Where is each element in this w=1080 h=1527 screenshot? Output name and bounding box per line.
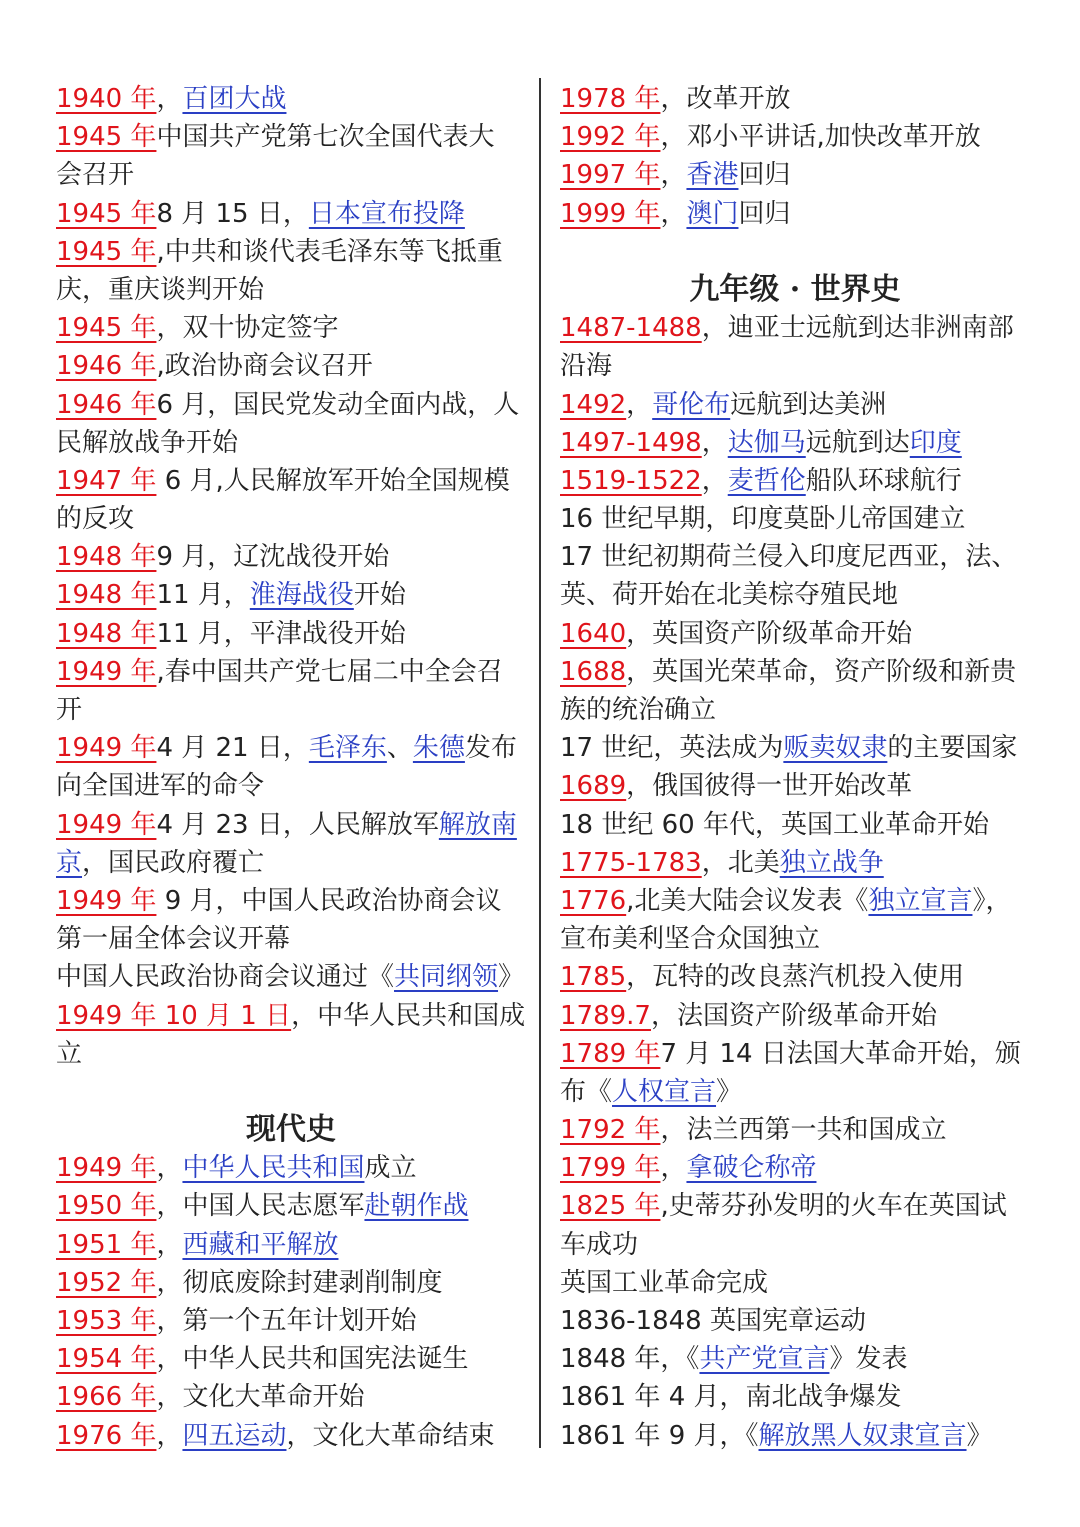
right-timeline-line — [560, 1187, 1030, 1225]
event-text: ， — [156, 84, 183, 114]
left-timeline-line — [56, 882, 526, 920]
right-timeline-line — [560, 80, 1030, 118]
right-spacer — [560, 233, 1030, 271]
event-text: 民解放战争开始 — [56, 427, 239, 458]
left-section-heading — [56, 1111, 526, 1149]
date-text: 1952 年 — [56, 1267, 157, 1298]
right-timeline-line — [560, 1073, 1030, 1111]
right-timeline-line — [560, 1417, 1030, 1455]
right-timeline-line — [560, 156, 1030, 194]
event-text: ， — [660, 160, 687, 191]
date-text: 1947 年 — [56, 465, 157, 496]
event-text: 11 月，平津战役开始 — [156, 618, 406, 649]
date-text: 1792 年 — [560, 1115, 661, 1146]
left-timeline-line — [56, 1302, 526, 1340]
date-text: 1999 年 — [560, 198, 661, 229]
key-term-text: 京 — [56, 847, 83, 878]
key-term-text: 共同纲领 — [394, 962, 499, 993]
event-text: ，瓦特的改良蒸汽机投入使用 — [626, 962, 965, 993]
right-timeline-line — [560, 653, 1030, 691]
left-timeline-line — [56, 729, 526, 767]
date-text: 1951 年 — [56, 1229, 157, 1260]
event-text: 回归 — [738, 160, 791, 191]
event-text: ， — [156, 1229, 183, 1260]
date-text: 1949 年 — [56, 885, 157, 916]
left-timeline-line — [56, 1378, 526, 1416]
key-term-text: 独立宣言 — [868, 885, 973, 916]
right-column — [560, 80, 1030, 1455]
date-text: 1954 年 — [56, 1344, 157, 1375]
event-text: 开 — [56, 695, 83, 725]
event-text: 的主要国家 — [887, 733, 1018, 764]
date-text: 1775-1783 — [560, 847, 702, 878]
key-term-text: 中华人民共和国 — [182, 1153, 365, 1184]
date-text: 1945 年 — [56, 122, 157, 153]
event-text: ， — [626, 389, 653, 420]
event-text: ,政治协商会议召开 — [156, 351, 373, 382]
date-text: 1640 — [560, 618, 627, 649]
date-text: 1950 年 — [56, 1191, 157, 1222]
right-timeline-line — [560, 1111, 1030, 1149]
event-text: ， — [156, 1420, 183, 1451]
right-timeline-line — [560, 424, 1030, 462]
event-text: 庆，重庆谈判开始 — [56, 274, 265, 305]
key-term-text: 淮海战役 — [249, 580, 354, 611]
right-timeline-line — [560, 462, 1030, 500]
event-text: 远航到达 — [805, 427, 910, 458]
right-timeline-line — [560, 538, 1030, 576]
event-text: 族的统治确立 — [560, 695, 717, 725]
event-text: ，第一个五年计划开始 — [156, 1306, 417, 1336]
event-text: 英国工业革命完成 — [560, 1267, 769, 1298]
date-text: 1949 年 — [56, 1153, 157, 1184]
left-timeline-line — [56, 424, 526, 462]
date-text: 1789.7 — [560, 1000, 651, 1031]
left-timeline-line — [56, 1149, 526, 1187]
key-term-text: 印度 — [909, 427, 962, 458]
left-spacer — [56, 1073, 526, 1111]
event-text: ，中华人民共和国宪法诞生 — [156, 1344, 469, 1375]
right-timeline-line — [560, 1378, 1030, 1416]
event-text: 18 世纪 60 年代，英国工业革命开始 — [560, 809, 989, 840]
key-term-text: 澳门 — [686, 198, 739, 229]
key-term-text: 日本宣布投降 — [308, 198, 465, 229]
date-text: 1940 年 — [56, 84, 157, 114]
event-text: ，英国光荣革命，资产阶级和新贵 — [626, 656, 1017, 687]
event-text: ， — [660, 1153, 687, 1184]
event-text: 17 世纪，英法成为 — [560, 733, 784, 764]
event-text: ，迪亚士远航到达非洲南部 — [701, 313, 1014, 344]
event-text: ，彻底废除封建剥削制度 — [156, 1267, 443, 1298]
event-text: ，俄国彼得一世开始改革 — [626, 771, 913, 802]
date-text: 1997 年 — [560, 160, 661, 191]
key-term-text: 毛泽东 — [308, 733, 387, 764]
date-text: 1689 — [560, 771, 627, 802]
date-text: 1519-1522 — [560, 465, 702, 496]
right-section-heading — [560, 271, 1030, 309]
event-text: ，英国资产阶级革命开始 — [626, 618, 913, 649]
left-timeline-line — [56, 1417, 526, 1455]
date-text: 1789 年 — [560, 1038, 661, 1069]
event-text: ，文化大革命开始 — [156, 1382, 365, 1413]
event-text: ，中国人民志愿军 — [156, 1191, 365, 1222]
date-text: 1776 — [560, 885, 627, 916]
date-text: 1966 年 — [56, 1382, 157, 1413]
event-text: ， — [156, 1153, 183, 1184]
left-timeline-line — [56, 118, 526, 156]
left-timeline-line — [56, 233, 526, 271]
date-text: 1948 年 — [56, 580, 157, 611]
right-timeline-line — [560, 1035, 1030, 1073]
key-term-text: 人权宣言 — [612, 1076, 717, 1107]
event-text: 、 — [386, 733, 413, 764]
event-text: 6 月，国民党发动全面内战，人 — [156, 389, 520, 420]
right-timeline-line — [560, 1149, 1030, 1187]
key-term-text: 解放南 — [438, 809, 517, 840]
left-timeline-line — [56, 271, 526, 309]
event-text: 1836-1848 英国宪章运动 — [560, 1306, 866, 1336]
left-timeline-line — [56, 195, 526, 233]
key-term-text: 朱德 — [412, 733, 465, 764]
right-timeline-line — [560, 1302, 1030, 1340]
event-text: ,北美大陆会议发表《 — [626, 885, 869, 916]
event-text: 成立 — [364, 1153, 417, 1184]
date-text: 1785 — [560, 962, 627, 993]
key-term-text: 拿破仑称帝 — [686, 1153, 817, 1184]
left-timeline-line — [56, 386, 526, 424]
date-text: 1949 年 — [56, 733, 157, 764]
left-timeline-line — [56, 462, 526, 500]
event-text: 中国共产党第七次全国代表大 — [156, 122, 495, 153]
key-term-text: 共产党宣言 — [699, 1344, 830, 1375]
left-timeline-line — [56, 1340, 526, 1378]
left-timeline-line — [56, 920, 526, 958]
event-text: 布《 — [560, 1076, 613, 1107]
event-text: 9 月，中国人民政治协商会议 — [156, 885, 502, 916]
event-text: ，国民政府覆亡 — [82, 847, 265, 878]
event-text: 九年级 · 世界史 — [689, 271, 901, 307]
event-text: 7 月 14 日法国大革命开始，颁 — [660, 1038, 1021, 1069]
right-timeline-line — [560, 1226, 1030, 1264]
right-timeline-line — [560, 767, 1030, 805]
event-text: ，法兰西第一共和国成立 — [660, 1115, 947, 1146]
event-text: 》 — [498, 962, 525, 993]
event-text: ,史蒂芬孙发明的火车在英国试 — [660, 1191, 1007, 1222]
event-text: 8 月 15 日， — [156, 198, 309, 229]
event-text: ，双十协定签字 — [156, 313, 339, 344]
event-text: 立 — [56, 1038, 83, 1069]
left-timeline-line — [56, 1035, 526, 1073]
event-text: 第一届全体会议开幕 — [56, 924, 291, 955]
key-term-text: 西藏和平解放 — [182, 1229, 339, 1260]
date-text: 1688 — [560, 656, 627, 687]
event-text: 》 — [966, 1420, 993, 1451]
right-timeline-line — [560, 691, 1030, 729]
right-timeline-line — [560, 1264, 1030, 1302]
event-text: ， — [701, 465, 728, 496]
date-text: 1945 年 — [56, 236, 157, 267]
date-text: 1946 年 — [56, 351, 157, 382]
event-text: 》， — [972, 885, 1012, 916]
left-timeline-line — [56, 347, 526, 385]
event-text: 沿海 — [560, 351, 613, 382]
right-timeline-line — [560, 882, 1030, 920]
event-text: ，法国资产阶级革命开始 — [650, 1000, 937, 1031]
right-timeline-line — [560, 309, 1030, 347]
event-text: ，北美 — [701, 847, 780, 878]
date-text: 1948 年 — [56, 542, 157, 573]
event-text: 会召开 — [56, 160, 135, 191]
right-timeline-line — [560, 958, 1030, 996]
event-text: 16 世纪早期，印度莫卧儿帝国建立 — [560, 504, 966, 535]
event-text: 船队环球航行 — [805, 465, 962, 496]
left-timeline-line — [56, 538, 526, 576]
left-timeline-line — [56, 691, 526, 729]
left-timeline-line — [56, 844, 526, 882]
date-text: 1949 年 — [56, 809, 157, 840]
date-text: 1953 年 — [56, 1306, 157, 1336]
left-timeline-line — [56, 1226, 526, 1264]
right-timeline-line — [560, 347, 1030, 385]
event-text: 发布 — [464, 733, 517, 764]
column-divider — [539, 78, 541, 1448]
event-text: 现代史 — [246, 1112, 336, 1148]
event-text: ，邓小平讲话,加快改革开放 — [660, 122, 981, 153]
date-text: 1978 年 — [560, 84, 661, 114]
left-timeline-line — [56, 806, 526, 844]
left-timeline-line — [56, 653, 526, 691]
date-text: 1799 年 — [560, 1153, 661, 1184]
event-text: 1861 年 9 月，《 — [560, 1420, 759, 1451]
event-text: ，文化大革命结束 — [286, 1420, 495, 1451]
event-text: 》 — [716, 1076, 743, 1107]
event-text: 1848 年，《 — [560, 1344, 700, 1375]
key-term-text: 哥伦布 — [652, 389, 731, 420]
right-timeline-line — [560, 920, 1030, 958]
date-text: 1976 年 — [56, 1420, 157, 1451]
event-text: 英、荷开始在北美棕夺殖民地 — [560, 580, 899, 611]
left-timeline-line — [56, 1187, 526, 1225]
right-timeline-line — [560, 729, 1030, 767]
key-term-text: 贩卖奴隶 — [783, 733, 888, 764]
event-text: 开始 — [353, 580, 406, 611]
left-timeline-line — [56, 767, 526, 805]
right-timeline-line — [560, 806, 1030, 844]
right-timeline-line — [560, 386, 1030, 424]
event-text: 》发表 — [829, 1344, 908, 1375]
right-timeline-line — [560, 118, 1030, 156]
event-text: 4 月 23 日，人民解放军 — [156, 809, 439, 840]
left-timeline-line — [56, 500, 526, 538]
event-text: 车成功 — [560, 1229, 639, 1260]
date-text: 1487-1488 — [560, 313, 702, 344]
key-term-text: 赴朝作战 — [364, 1191, 469, 1222]
date-text: 1825 年 — [560, 1191, 661, 1222]
event-text: 宣布美利坚合众国独立 — [560, 924, 821, 955]
left-column — [56, 80, 526, 1455]
key-term-text: 四五运动 — [182, 1420, 287, 1451]
date-text: 1946 年 — [56, 389, 157, 420]
date-text: 1497-1498 — [560, 427, 702, 458]
key-term-text: 解放黑人奴隶宣言 — [758, 1420, 967, 1451]
event-text: 向全国进军的命令 — [56, 771, 265, 802]
key-term-text: 百团大战 — [182, 84, 287, 114]
left-timeline-line — [56, 156, 526, 194]
event-text: 1861 年 4 月，南北战争爆发 — [560, 1382, 902, 1413]
event-text: 4 月 21 日， — [156, 733, 309, 764]
date-text: 1945 年 — [56, 313, 157, 344]
event-text: 中国人民政治协商会议通过《 — [56, 962, 395, 993]
event-text: 6 月,人民解放军开始全国规模 — [156, 465, 510, 496]
event-text: ,中共和谈代表毛泽东等飞抵重 — [156, 236, 503, 267]
right-timeline-line — [560, 576, 1030, 614]
left-timeline-line — [56, 576, 526, 614]
key-term-text: 香港 — [686, 160, 739, 191]
event-text: ，改革开放 — [660, 84, 791, 114]
event-text: 回归 — [738, 198, 791, 229]
date-text: 1992 年 — [560, 122, 661, 153]
left-timeline-line — [56, 997, 526, 1035]
right-timeline-line — [560, 195, 1030, 233]
key-term-text: 麦哲伦 — [727, 465, 806, 496]
event-text: ，中华人民共和国成 — [291, 1000, 526, 1031]
date-text: 1948 年 — [56, 618, 157, 649]
date-text: 1945 年 — [56, 198, 157, 229]
left-timeline-line — [56, 958, 526, 996]
key-term-text: 达伽马 — [727, 427, 806, 458]
right-timeline-line — [560, 844, 1030, 882]
date-text: 1492 — [560, 389, 627, 420]
left-timeline-line — [56, 80, 526, 118]
event-text: 17 世纪初期荷兰侵入印度尼西亚，法、 — [560, 542, 1018, 573]
right-timeline-line — [560, 615, 1030, 653]
event-text: 的反攻 — [56, 504, 135, 535]
event-text: 11 月， — [156, 580, 250, 611]
right-timeline-line — [560, 1340, 1030, 1378]
date-text: 1949 年 10 月 1 日 — [56, 1000, 292, 1031]
left-timeline-line — [56, 309, 526, 347]
left-timeline-line — [56, 615, 526, 653]
key-term-text: 独立战争 — [779, 847, 884, 878]
right-timeline-line — [560, 500, 1030, 538]
date-text: 1949 年 — [56, 656, 157, 687]
event-text: ， — [660, 198, 687, 229]
right-timeline-line — [560, 997, 1030, 1035]
event-text: ,春中国共产党七届二中全会召 — [156, 656, 503, 687]
left-timeline-line — [56, 1264, 526, 1302]
event-text: 9 月，辽沈战役开始 — [156, 542, 390, 573]
event-text: ， — [701, 427, 728, 458]
event-text: 远航到达美洲 — [730, 389, 887, 420]
